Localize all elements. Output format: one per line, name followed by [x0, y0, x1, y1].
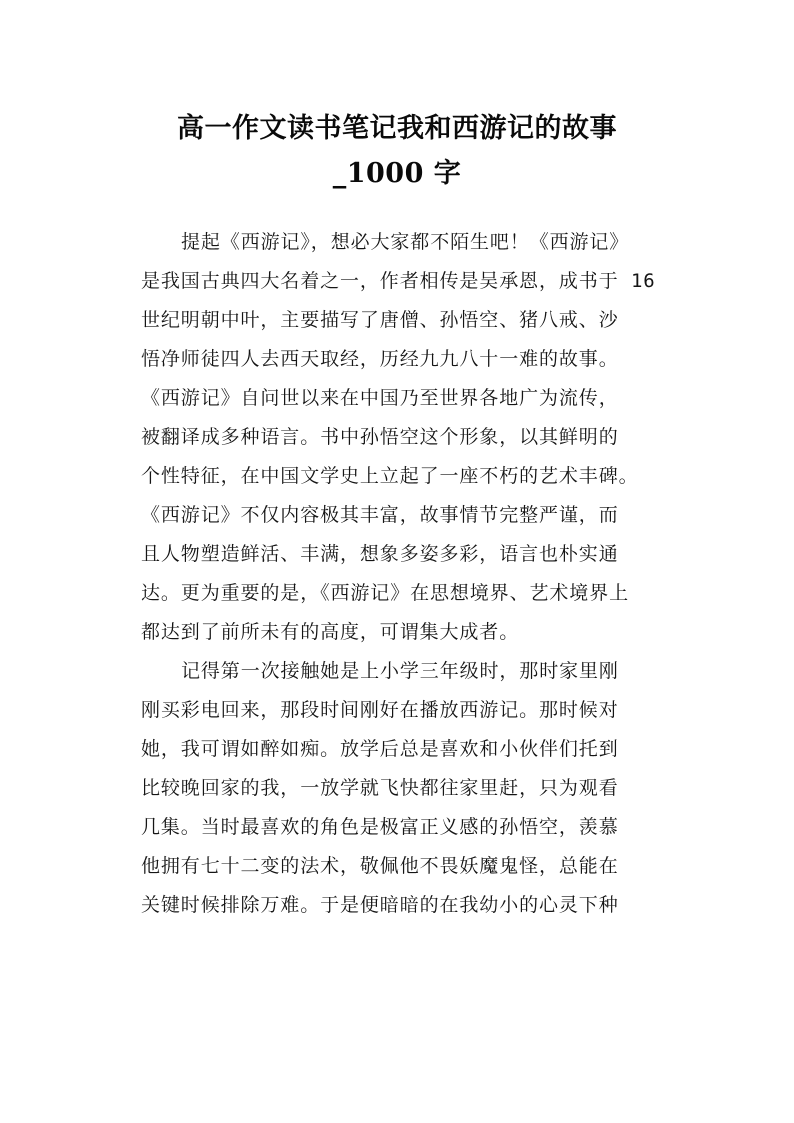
text-line: 世纪明朝中叶，主要描写了唐僧、孙悟空、猪八戒、沙 [141, 309, 619, 331]
text-line: 关键时候排除万难。于是便暗暗的在我幼小的心灵下种 [141, 894, 619, 916]
text-line: 且人物塑造鲜活、丰满，想象多姿多彩，语言也朴实通 [141, 543, 619, 565]
text-line: 达。更为重要的是，《西游记》在思想境界、艺术境界上 [141, 582, 630, 604]
text-line: 是我国古典四大名着之一，作者相传是吴承恩，成书于 16 [141, 270, 656, 292]
text-line: 提起《西游记》，想必大家都不陌生吧！《西游记》 [181, 231, 630, 253]
text-line: 都达到了前所未有的高度，可谓集大成者。 [141, 621, 520, 643]
text-line: 他拥有七十二变的法术，敬佩他不畏妖魔鬼怪，总能在 [141, 855, 619, 877]
text-line: 《西游记》不仅内容极其丰富，故事情节完整严谨，而 [141, 504, 619, 526]
text-line: 刚买彩电回来，那段时间刚好在播放西游记。那时候对 [141, 699, 619, 721]
text-line: 《西游记》自问世以来在中国乃至世界各地广为流传， [141, 387, 619, 409]
text-line: 被翻译成多种语言。书中孙悟空这个形象，以其鲜明的 [141, 426, 619, 448]
text-line: 记得第一次接触她是上小学三年级时，那时家里刚 [181, 660, 619, 682]
text-line: 悟净师徒四人去西天取经，历经九九八十一难的故事。 [141, 348, 619, 370]
document-title-line-1: 高一作文读书笔记我和西游记的故事 [177, 113, 617, 144]
text-line: 她，我可谓如醉如痴。放学后总是喜欢和小伙伴们托到 [141, 738, 619, 760]
text-line: 比较晚回家的我，一放学就飞快都往家里赶，只为观看 [141, 777, 619, 799]
text-line: 个性特征，在中国文学史上立起了一座不朽的艺术丰碑。 [141, 465, 639, 487]
text-line: 几集。当时最喜欢的角色是极富正义感的孙悟空，羡慕 [141, 816, 619, 838]
document-title-line-2: _1000 字 [332, 158, 462, 189]
